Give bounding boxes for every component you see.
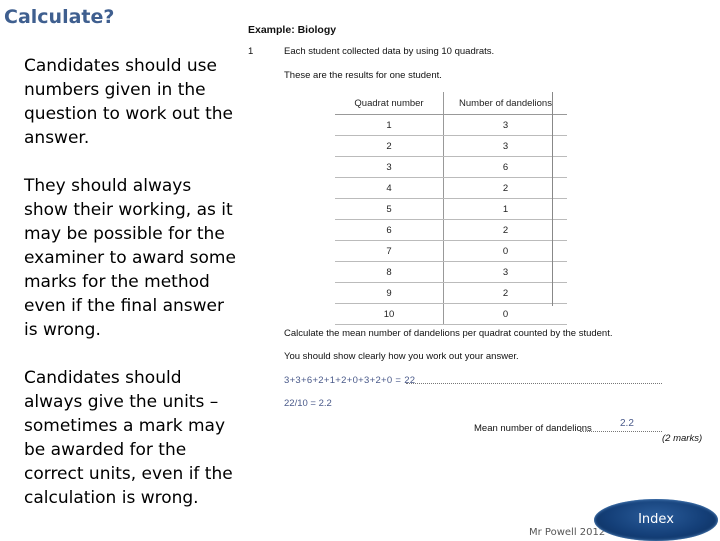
mean-value: 2.2 — [620, 418, 634, 429]
exam-example-heading: Example: Biology — [248, 24, 337, 36]
table-row — [335, 115, 567, 136]
question-number: 1 — [248, 46, 254, 57]
slide-title: Calculate? — [4, 6, 115, 28]
table-header-row — [335, 92, 567, 115]
question-text: Each student collected data by using 10 quadrats. — [284, 46, 495, 57]
table-row — [335, 136, 567, 157]
working-line-sum: 3+3+6+2+1+2+0+3+2+0 = 22 — [284, 375, 416, 386]
quadrat-cell: 7 — [335, 241, 444, 262]
quadrat-cell: 4 — [335, 178, 444, 199]
dandelion-cell: 2 — [444, 220, 568, 241]
question-subtext: These are the results for one student. — [284, 70, 442, 81]
answer-dotted-line — [406, 383, 662, 384]
table-row — [335, 199, 567, 220]
header-quadrat-number: Quadrat number — [335, 92, 444, 115]
table-row — [335, 178, 567, 199]
footer-author: Mr Powell 2012 — [529, 527, 606, 538]
guidance-paragraph-numbers: Candidates should use numbers given in the question to work out the answer. — [24, 56, 234, 148]
dandelion-cell: 3 — [444, 262, 568, 283]
results-table — [335, 92, 567, 325]
calculation-prompt: Calculate the mean number of dandelions per quadrat counted by the student. — [284, 328, 613, 339]
dandelion-cell: 1 — [444, 199, 568, 220]
guidance-paragraph-working: They should always show their working, as it may be possible for the examiner to award some marks for the method even if the final answer is wrong. — [24, 176, 236, 340]
table-row — [335, 157, 567, 178]
mean-dotted-line — [580, 431, 662, 432]
table-row — [335, 304, 567, 325]
marks-allocation: (2 marks) — [662, 433, 703, 444]
quadrat-cell: 10 — [335, 304, 444, 325]
dandelion-cell: 0 — [444, 304, 568, 325]
table-row — [335, 262, 567, 283]
quadrat-cell: 2 — [335, 136, 444, 157]
working-line-division: 22/10 = 2.2 — [284, 398, 332, 409]
mean-label: Mean number of dandelions — [474, 423, 592, 434]
show-working-prompt: You should show clearly how you work out your answer. — [284, 351, 519, 362]
quadrat-cell: 9 — [335, 283, 444, 304]
dandelion-cell: 3 — [444, 115, 568, 136]
table-row — [335, 220, 567, 241]
header-number-of-dandelions: Number of dandelions — [444, 92, 568, 115]
table-row — [335, 241, 567, 262]
dandelion-cell: 0 — [444, 241, 568, 262]
dandelion-cell: 3 — [444, 136, 568, 157]
quadrat-cell: 5 — [335, 199, 444, 220]
table-row — [335, 283, 567, 304]
index-button[interactable]: Index — [594, 499, 718, 541]
dandelion-cell: 2 — [444, 283, 568, 304]
quadrat-cell: 1 — [335, 115, 444, 136]
table-right-border — [552, 92, 553, 306]
quadrat-cell: 8 — [335, 262, 444, 283]
quadrat-cell: 6 — [335, 220, 444, 241]
guidance-paragraph-units: Candidates should always give the units – sometimes a mark may be awarded for the correct units, even if the calculation is wrong. — [24, 368, 233, 508]
dandelion-cell: 6 — [444, 157, 568, 178]
quadrat-cell: 3 — [335, 157, 444, 178]
dandelion-cell: 2 — [444, 178, 568, 199]
